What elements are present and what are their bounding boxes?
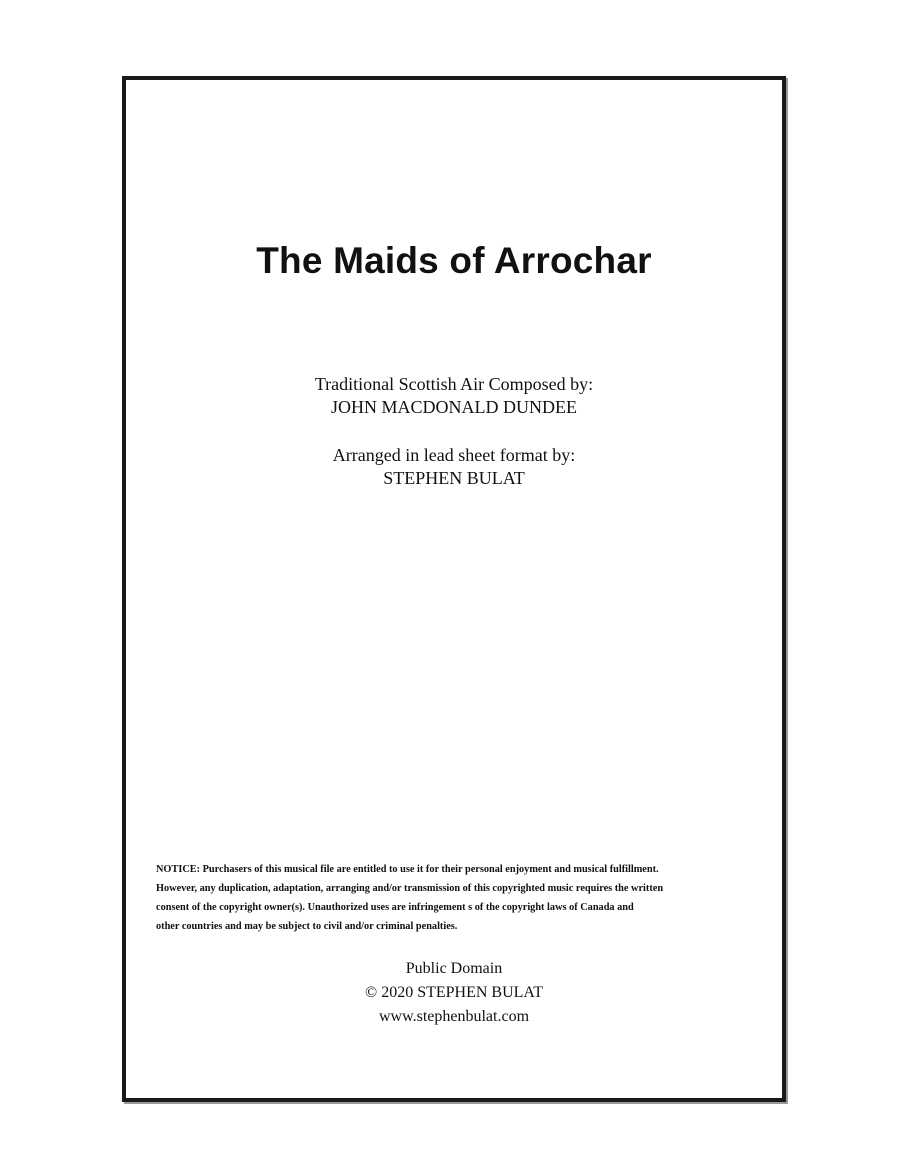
arranger-credit bbox=[126, 444, 782, 490]
notice-line: However, any duplication, adaptation, arranging and/or transmission of this copyrighted music requires the written bbox=[156, 883, 664, 894]
arranger-name: STEPHEN BULAT bbox=[383, 468, 525, 488]
page-border bbox=[122, 76, 786, 1102]
sheet-title: The Maids of Arrochar bbox=[256, 240, 652, 281]
copyright-notice bbox=[156, 860, 768, 936]
composer-credit bbox=[126, 373, 782, 419]
license-text: Public Domain bbox=[405, 960, 503, 977]
notice-line: consent of the copyright owner(s). Unauthorized uses are infringement s of the copyright laws of Canada and bbox=[156, 902, 634, 913]
composer-name: JOHN MACDONALD DUNDEE bbox=[331, 397, 577, 417]
copyright-text: © 2020 STEPHEN BULAT bbox=[365, 984, 543, 1001]
footer-block bbox=[126, 957, 782, 1029]
notice-line: NOTICE: Purchasers of this musical file are entitled to use it for their personal enjoyment and musical fulfillment. bbox=[156, 864, 659, 875]
website-text: www.stephenbulat.com bbox=[378, 1008, 530, 1025]
notice-line: other countries and may be subject to civil and/or criminal penalties. bbox=[156, 921, 458, 932]
composer-label: Traditional Scottish Air Composed by: bbox=[314, 374, 594, 394]
arranger-label: Arranged in lead sheet format by: bbox=[332, 445, 576, 465]
